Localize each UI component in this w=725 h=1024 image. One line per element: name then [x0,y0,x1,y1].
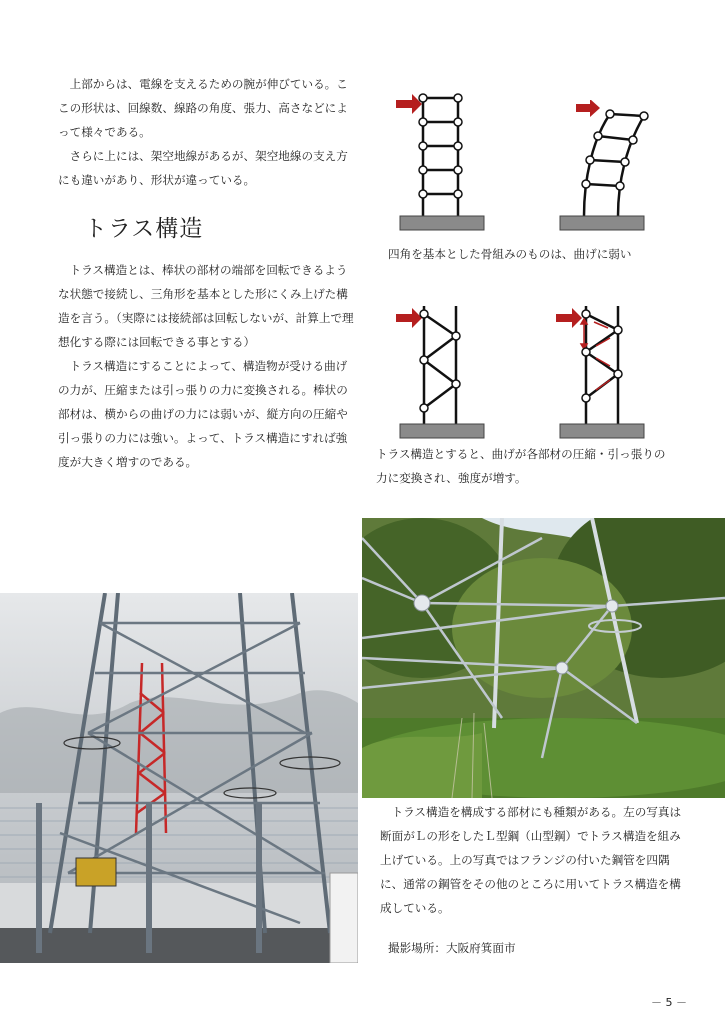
caption-rect-frame: 四角を基本とした骨組みのものは、曲げに弱い [388,247,632,261]
rect-frame-straight-diagram [392,92,492,234]
intro-text [58,72,358,192]
truss-paragraph-2: トラス構造にすることによって、構造物が受ける曲げの力が、圧縮または引っ張りの力に変換される。棒状の部材は、横からの曲げの力には弱いが、縦方向の圧縮や引っ張りの力には強い。よって、トラス構造にすれば強度が大きく増すのである。 [58,359,348,469]
page-number: － 5 － [651,996,687,1009]
steel-pipe-tower-photo [362,518,725,798]
truss-straight-diagram [392,300,492,442]
lattice-tower-photo [0,593,358,963]
section-title: トラス構造 [84,216,204,242]
truss-forces-diagram [556,300,656,442]
rect-frame-bent-diagram [556,100,656,234]
photo-location: 撮影場所：大阪府箕面市 [388,941,516,955]
intro-paragraph-2: さらに上には、架空地線があるが、架空地線の支え方にも違いがあり、形状が違っている。 [58,149,348,187]
truss-text [58,258,358,474]
truss-paragraph-1: トラス構造とは、棒状の部材の端部を回転できるような状態で接続し、三角形を基本とした形にくみ上げた構造を言う。（実際には接続部は回転しないが、計算上で理想化する際には回転できる事とする） [58,263,354,349]
photo-note [380,800,690,920]
caption-truss: トラス構造とすると、曲げが各部材の圧縮・引っ張りの力に変換され、強度が増す。 [376,447,666,485]
intro-paragraph-1: 上部からは、電線を支えるための腕が伸びている。ここの形状は、回線数、線路の角度、張力、高さなどによって様々である。 [58,77,348,139]
photo-note-text: トラス構造を構成する部材にも種類がある。左の写真は断面がＬの形をしたＬ型鋼（山型鋼）でトラス構造を組み上げている。上の写真ではフランジの付いた鋼管を四隅に、通常の鋼管をその他のところに用いてトラス構造を構成している。 [380,805,682,915]
